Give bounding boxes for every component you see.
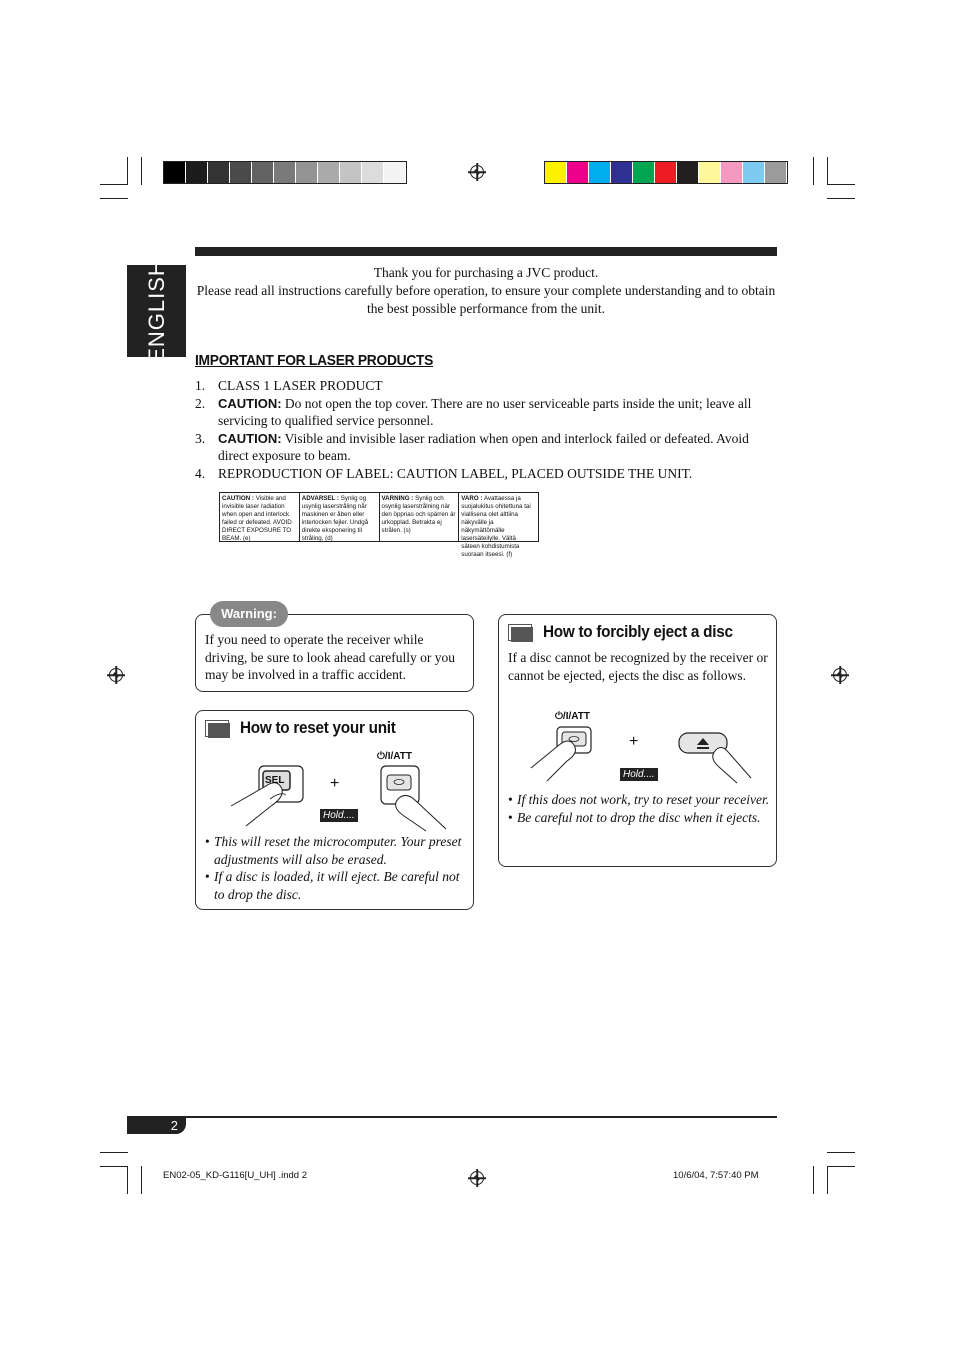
label-cell-text: Visible and invisible laser radiation when open and interlock failed or defeated. AVOID DIRECT EXPOSURE TO BEAM. — [222, 495, 292, 542]
color-calibration-bars — [544, 161, 788, 184]
calibration-swatch — [186, 162, 208, 183]
label-cell-finnish — [459, 493, 538, 558]
item-text: Visible and invisible laser radiation when open and interlock failed or defeated. Avoid direct exposure to beam. — [218, 430, 749, 463]
crop-mark — [827, 1166, 828, 1194]
crop-mark — [100, 198, 128, 199]
registration-mark-icon — [833, 668, 847, 682]
eject-text: If a disc cannot be recognized by the receiver or cannot be ejected, ejects the disc as follows. — [508, 650, 768, 683]
calibration-swatch — [611, 162, 633, 183]
calibration-swatch — [589, 162, 611, 183]
warning-text: If you need to operate the receiver while driving, be sure to look ahead carefully or you may be involved in a traffic accident. — [205, 632, 456, 682]
finger-icon — [396, 795, 446, 831]
att-button-label: ⏻/I/ATT — [555, 711, 590, 722]
registration-mark-icon — [470, 1171, 484, 1185]
item-number: 1. — [195, 378, 206, 393]
calibration-swatch — [765, 162, 787, 183]
calibration-swatch — [633, 162, 655, 183]
label-cell-title: VARNING : — [381, 495, 414, 502]
crop-mark — [813, 157, 814, 185]
calibration-swatch — [340, 162, 362, 183]
crop-mark — [827, 1166, 855, 1167]
footer-filename: EN02-05_KD-G116[U_UH] .indd 2 — [163, 1170, 307, 1181]
crop-mark — [827, 198, 855, 199]
crop-mark — [100, 184, 128, 185]
registration-mark-icon — [470, 165, 484, 179]
crop-mark — [100, 1152, 128, 1153]
label-cell-title: VARO : — [461, 495, 483, 502]
plus-sign: + — [629, 733, 639, 750]
calibration-swatch — [655, 162, 677, 183]
calibration-swatch — [208, 162, 230, 183]
item-number: 3. — [195, 430, 206, 446]
label-cell-text: Avattaessa ja suojalukitus ohitettuna tai viallisena olet alttiina näkyvälle ja näkymättömälle lasersäteilylle. Vältä säteen kohdistumista suoraan itseesi. — [461, 495, 531, 558]
calibration-swatch — [252, 162, 274, 183]
registration-mark-icon — [109, 668, 123, 682]
calibration-swatch — [567, 162, 589, 183]
item-text: REPRODUCTION OF LABEL: CAUTION LABEL, PLACED OUTSIDE THE UNIT. — [218, 465, 693, 481]
list-item — [195, 395, 780, 430]
eject-box — [498, 614, 777, 867]
reset-title: How to reset your unit — [240, 718, 396, 737]
item-text: CLASS 1 LASER PRODUCT — [218, 378, 383, 393]
label-cell-text: Synlig och osynlig laserstrålning när den öppnas och spärren är urkopplad. Betrakta ej strålen. — [381, 495, 456, 534]
caution-label-reproduction — [219, 492, 539, 558]
finger-icon — [713, 747, 751, 783]
item-number: 4. — [195, 465, 206, 481]
calibration-swatch — [362, 162, 384, 183]
note-item: • If a disc is loaded, it will eject. Be careful not to drop the disc. — [205, 868, 467, 903]
hold-label: Hold.... — [320, 809, 358, 822]
page-number: 2 — [170, 1118, 178, 1133]
page-number-tab — [127, 1118, 186, 1134]
calibration-swatch — [274, 162, 296, 183]
crop-mark — [141, 157, 142, 185]
list-item — [195, 465, 780, 483]
calibration-swatch — [743, 162, 765, 183]
crop-mark — [100, 1166, 128, 1167]
language-tab — [127, 259, 186, 363]
plus-sign: + — [330, 775, 340, 792]
label-cell-code: (d) — [325, 535, 333, 542]
item-number: 2. — [195, 395, 206, 411]
intro-text — [195, 264, 777, 318]
label-cell-text: Synlig og usynlig laserstråling når maskinen er åben eller interlocken fejler. Undgå direkte eksponering til stråling. — [301, 495, 369, 542]
power-att-button-icon — [387, 775, 411, 790]
footer-rule — [127, 1116, 777, 1118]
note-item: • If this does not work, try to reset your receiver. — [508, 791, 772, 809]
intro-line-1: Thank you for purchasing a JVC product. — [373, 265, 599, 280]
crop-mark — [827, 1152, 855, 1153]
crop-mark — [141, 1166, 142, 1194]
list-item — [195, 430, 780, 465]
laser-list — [195, 377, 780, 482]
label-cell-code: (f) — [506, 551, 513, 558]
eject-title: How to forcibly eject a disc — [543, 622, 733, 641]
sel-button-label: SEL — [265, 775, 285, 786]
footer-timestamp: 10/6/04, 7:57:40 PM — [673, 1170, 759, 1181]
calibration-swatch — [384, 162, 406, 183]
warning-badge: Warning: — [210, 601, 288, 627]
note-item: • Be careful not to drop the disc when it ejects. — [508, 809, 772, 827]
intro-line-2: Please read all instructions carefully before operation, to ensure your complete understanding and to obtain the best possible performance from the unit. — [196, 283, 776, 316]
label-cell-swedish — [380, 493, 460, 541]
label-cell-title: ADVARSEL : — [301, 495, 339, 502]
language-tab-label: ENGLISH — [143, 259, 169, 363]
item-text: Do not open the top cover. There are no user serviceable parts inside the unit; leave all servicing to qualified service personnel. — [218, 395, 752, 428]
eject-notes — [508, 791, 772, 826]
caution-label: CAUTION: — [218, 430, 282, 446]
crop-mark — [127, 1166, 128, 1194]
hold-label: Hold.... — [620, 768, 658, 781]
label-cell-danish — [300, 493, 380, 541]
calibration-swatch — [677, 162, 699, 183]
finger-icon — [231, 783, 282, 826]
eject-icon-bar — [697, 747, 709, 749]
reset-box — [195, 710, 474, 910]
label-cell-english — [220, 493, 300, 541]
label-cell-title: CAUTION : — [222, 495, 254, 502]
calibration-swatch — [545, 162, 567, 183]
list-item — [195, 377, 780, 395]
caution-label: CAUTION: — [218, 395, 282, 411]
section-folder-icon — [208, 723, 230, 738]
calibration-swatch — [230, 162, 252, 183]
calibration-swatch — [296, 162, 318, 183]
header-rule — [195, 247, 777, 256]
section-folder-icon — [511, 627, 533, 642]
label-cell-code: (e) — [243, 535, 251, 542]
calibration-swatch — [164, 162, 186, 183]
att-button-label: ⏻/I/ATT — [377, 751, 412, 762]
finger-icon — [531, 741, 575, 781]
note-item: • This will reset the microcomputer. Your preset adjustments will also be erased. — [205, 833, 467, 868]
calibration-swatch — [721, 162, 743, 183]
crop-mark — [813, 1166, 814, 1194]
crop-mark — [827, 157, 828, 185]
label-cell-code: (s) — [403, 527, 411, 534]
calibration-swatch — [699, 162, 721, 183]
crop-mark — [827, 184, 855, 185]
reset-notes — [205, 833, 467, 903]
calibration-swatch — [318, 162, 340, 183]
laser-heading: IMPORTANT FOR LASER PRODUCTS — [195, 352, 434, 369]
crop-mark — [127, 157, 128, 185]
gray-calibration-bars — [163, 161, 407, 184]
